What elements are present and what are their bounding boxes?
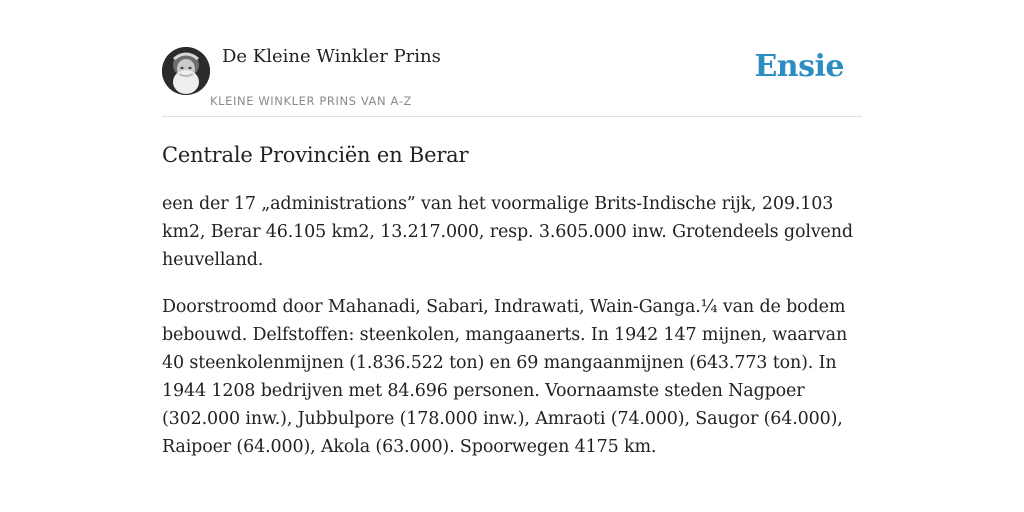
entry-content: [162, 140, 867, 480]
entry-paragraph-1: een der 17 „administrations” van het voormalige Brits-Indische rijk, 209.103 km2, Berar 46.105 km2, 13.217.000, resp. 3.605.000 inw. Grotendeels golvend heuvelland.: [162, 194, 853, 270]
ensie-logo[interactable]: Ensie: [754, 49, 844, 84]
source-subtitle[interactable]: KLEINE WINKLER PRINS VAN A-Z: [210, 94, 412, 108]
entry-title: Centrale Provinciën en Berar: [162, 143, 469, 167]
entry-paragraph-2: Doorstroomd door Mahanadi, Sabari, Indrawati, Wain-Ganga.¼ van de bodem bebouwd. Delfstoffen: steenkolen, mangaanerts. In 1942 147 mijnen, waarvan 40 steenkolenmijnen (1.836.522 ton) en 69 mangaanmijnen (643.773 ton). In 1944 1208 bedrijven met 84.696 personen. Voornaamste steden Nagpoer (302.000 inw.), Jubbulpore (178.000 inw.), Amraoti (74.000), Saugor (64.000), Raipoer (64.000), Akola (63.000). Spoorwegen 4175 km.: [162, 297, 848, 457]
source-title[interactable]: De Kleine Winkler Prins: [222, 46, 441, 67]
source-avatar[interactable]: [162, 47, 210, 95]
source-header: [162, 44, 862, 117]
portrait-icon: [162, 47, 210, 95]
